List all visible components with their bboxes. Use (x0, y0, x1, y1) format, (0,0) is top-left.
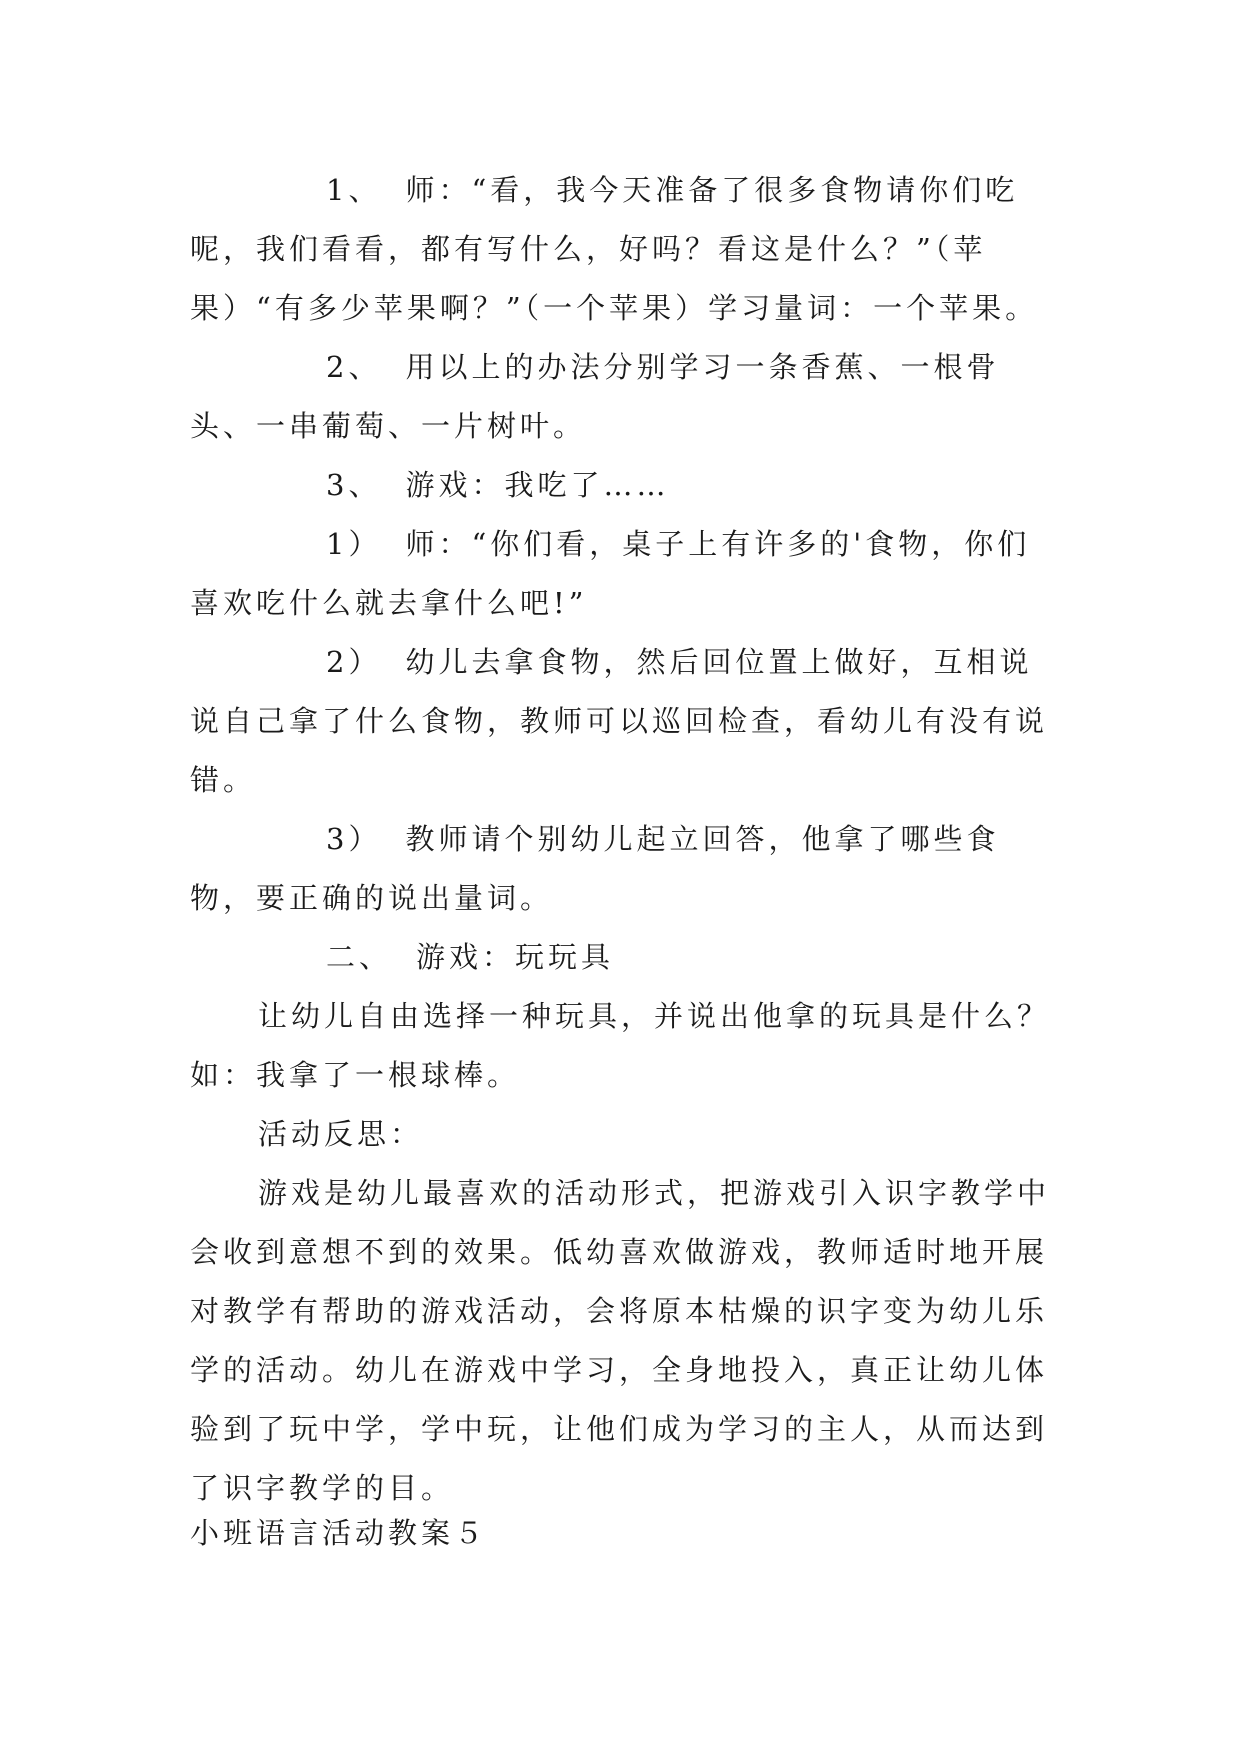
paragraph-text: 师：“你们看，桌子上有许多的'食物，你们喜欢吃什么就去拿什么吧!” (190, 527, 1031, 620)
list-number: 2） (326, 645, 382, 679)
list-number: 2、 (326, 350, 382, 384)
list-number: 3） (326, 822, 382, 856)
paragraph-reflection-heading (190, 1105, 1050, 1164)
paragraph-step-3 (190, 456, 1050, 515)
paragraph-substep-1 (190, 515, 1050, 633)
paragraph-text: 让幼儿自由选择一种玩具，并说出他拿的玩具是什么？如：我拿了一根球棒。 (190, 999, 1051, 1092)
list-number: 3、 (326, 468, 382, 502)
paragraph-text: 活动反思： (258, 1117, 424, 1151)
paragraph-text: 师：“看，我今天准备了很多食物请你们吃呢，我们看看，都有写什么，好吗？看这是什么？”（苹果）“有多少苹果啊？”（一个苹果）学习量词：一个苹果。 (190, 173, 1039, 325)
paragraph-step-1 (190, 161, 1050, 338)
paragraph-substep-2 (190, 633, 1050, 810)
body-text (190, 161, 1050, 1518)
paragraph-step-2 (190, 338, 1050, 456)
paragraph-toy-game (190, 987, 1050, 1105)
paragraph-section-2 (190, 928, 1050, 987)
paragraph-text: 用以上的办法分别学习一条香蕉、一根骨头、一串葡萄、一片树叶。 (190, 350, 1000, 443)
paragraph-reflection-body (190, 1164, 1050, 1518)
paragraph-substep-3 (190, 810, 1050, 928)
list-number: 1） (326, 527, 382, 561)
paragraph-text: 教师请个别幼儿起立回答，他拿了哪些食物，要正确的说出量词。 (190, 822, 1000, 915)
list-number: 二、 (326, 940, 393, 974)
paragraph-text: 游戏：我吃了…… (405, 468, 670, 502)
paragraph-text: 游戏：玩玩具 (416, 940, 615, 974)
list-number: 1、 (326, 173, 382, 207)
section-title: 小班语言活动教案５ (190, 1516, 488, 1550)
paragraph-text: 幼儿去拿食物，然后回位置上做好，互相说说自己拿了什么食物，教师可以巡回检查，看幼儿有没有说错。 (190, 645, 1049, 797)
paragraph-text: 游戏是幼儿最喜欢的活动形式，把游戏引入识字教学中会收到意想不到的效果。低幼喜欢做游戏，教师适时地开展对教学有帮助的游戏活动，会将原本枯燥的识字变为幼儿乐学的活动。幼儿在游戏中学习，全身地投入，真正让幼儿体验到了玩中学，学中玩，让他们成为学习的主人，从而达到了识字教学的目。 (190, 1176, 1051, 1505)
